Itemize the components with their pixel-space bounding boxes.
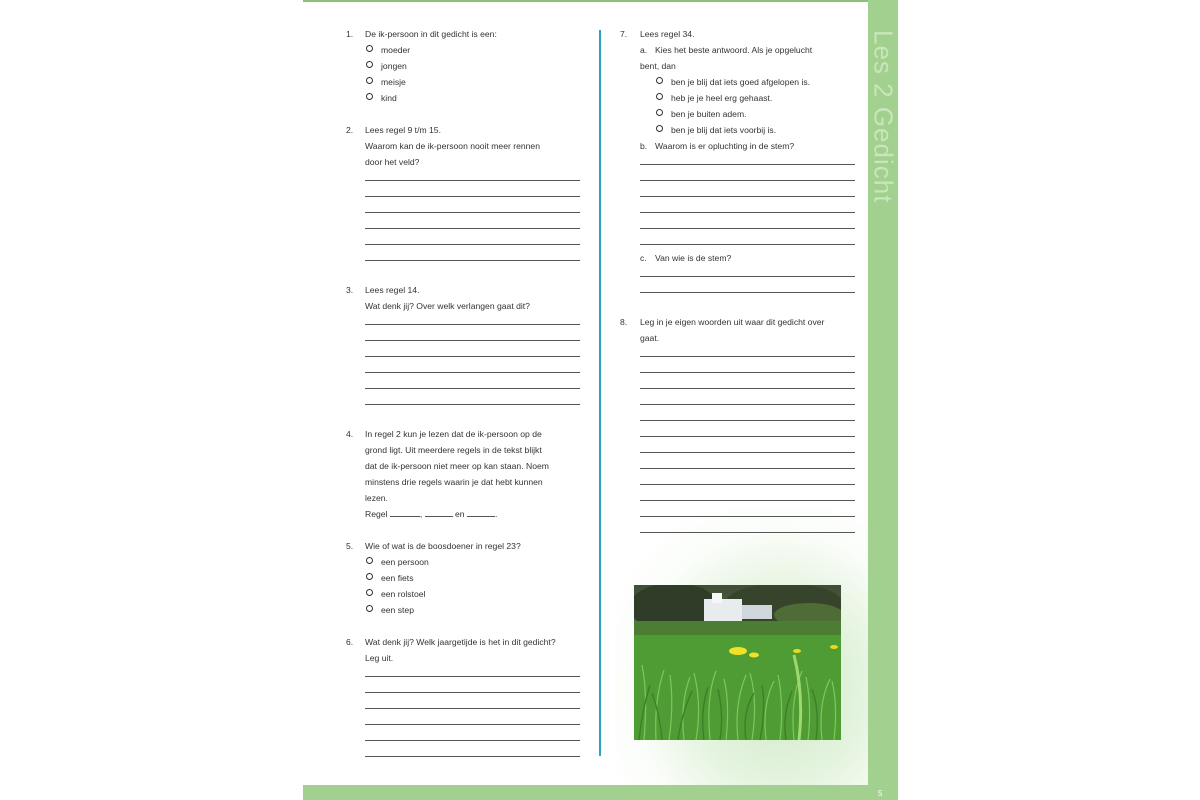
fill-separator: , — [419, 509, 423, 519]
answer-line[interactable] — [365, 740, 580, 741]
radio-option-een-rolstoel[interactable] — [366, 589, 373, 596]
column-divider — [599, 30, 601, 756]
sub-question-text: bent, dan — [640, 61, 676, 71]
radio-option-een-persoon[interactable] — [366, 557, 373, 564]
answer-line[interactable] — [640, 180, 855, 181]
radio-option-moeder[interactable] — [366, 45, 373, 52]
answer-line[interactable] — [640, 468, 855, 469]
option-label: ben je blij dat iets voorbij is. — [671, 125, 777, 135]
question-text: Lees regel 34. — [640, 29, 695, 39]
option-label: meisje — [381, 77, 406, 87]
grass-photo-illustration — [634, 585, 841, 740]
answer-line[interactable] — [640, 212, 855, 213]
answer-line[interactable] — [640, 372, 855, 373]
question-text: dat de ik-persoon niet meer op kan staan. Noem — [365, 461, 549, 471]
answer-line[interactable] — [365, 340, 580, 341]
question-number: 2. — [346, 125, 354, 135]
option-label: een step — [381, 605, 414, 615]
answer-line[interactable] — [365, 404, 580, 405]
fill-end: . — [494, 509, 498, 519]
option-label: kind — [381, 93, 397, 103]
answer-line[interactable] — [365, 196, 580, 197]
option-label: ben je buiten adem. — [671, 109, 747, 119]
question-text: grond ligt. Uit meerdere regels in de tekst blijkt — [365, 445, 542, 455]
question-text: In regel 2 kun je lezen dat de ik-persoon op de — [365, 429, 542, 439]
question-number: 5. — [346, 541, 354, 551]
answer-line[interactable] — [365, 724, 580, 725]
radio-option-een-fiets[interactable] — [366, 573, 373, 580]
worksheet-page — [303, 0, 898, 800]
fill-blank-1[interactable] — [390, 516, 420, 517]
sub-label-a: a. — [640, 45, 648, 55]
answer-line[interactable] — [640, 404, 855, 405]
answer-line[interactable] — [365, 388, 580, 389]
answer-line[interactable] — [640, 228, 855, 229]
question-text: gaat. — [640, 333, 660, 343]
radio-option-goed-afgelopen[interactable] — [656, 77, 663, 84]
question-text: Wie of wat is de boosdoener in regel 23? — [365, 541, 521, 551]
option-label: een fiets — [381, 573, 414, 583]
sub-label-c: c. — [640, 253, 647, 263]
answer-line[interactable] — [365, 244, 580, 245]
answer-line[interactable] — [365, 324, 580, 325]
question-number: 8. — [620, 317, 628, 327]
question-text: Wat denk jij? Welk jaargetijde is het in dit gedicht? — [365, 637, 556, 647]
answer-line[interactable] — [365, 260, 580, 261]
fill-blank-2[interactable] — [425, 516, 453, 517]
question-text: Wat denk jij? Over welk verlangen gaat dit? — [365, 301, 530, 311]
question-number: 7. — [620, 29, 628, 39]
answer-line[interactable] — [640, 164, 855, 165]
answer-line[interactable] — [640, 292, 855, 293]
option-label: een rolstoel — [381, 589, 426, 599]
side-title: Les 2 Gedicht — [868, 30, 898, 204]
bottom-band — [303, 785, 898, 800]
fill-blank-3[interactable] — [467, 516, 495, 517]
radio-option-een-step[interactable] — [366, 605, 373, 612]
answer-line[interactable] — [640, 196, 855, 197]
option-label: jongen — [381, 61, 407, 71]
answer-line[interactable] — [640, 276, 855, 277]
answer-line[interactable] — [365, 692, 580, 693]
answer-line[interactable] — [640, 516, 855, 517]
radio-option-kind[interactable] — [366, 93, 373, 100]
option-label: heb je je heel erg gehaast. — [671, 93, 773, 103]
answer-line[interactable] — [365, 228, 580, 229]
top-rule — [303, 0, 868, 2]
radio-option-buiten-adem[interactable] — [656, 109, 663, 116]
question-text: De ik-persoon in dit gedicht is een: — [365, 29, 497, 39]
sub-question-text: Van wie is de stem? — [655, 253, 732, 263]
answer-line[interactable] — [640, 436, 855, 437]
option-label: een persoon — [381, 557, 429, 567]
answer-line[interactable] — [640, 452, 855, 453]
sub-question-text: Kies het beste antwoord. Als je opgelucht — [655, 45, 813, 55]
fill-in-row — [365, 509, 497, 519]
answer-line[interactable] — [640, 420, 855, 421]
answer-line[interactable] — [640, 500, 855, 501]
answer-line[interactable] — [365, 356, 580, 357]
answer-line[interactable] — [365, 212, 580, 213]
grass-photo — [634, 585, 841, 740]
option-label: moeder — [381, 45, 411, 55]
question-text: Leg in je eigen woorden uit waar dit gedicht over — [640, 317, 825, 327]
fill-and: en — [455, 509, 465, 519]
sub-label-b: b. — [640, 141, 648, 151]
fill-prefix: Regel — [365, 509, 388, 519]
answer-line[interactable] — [640, 484, 855, 485]
page-number: 5 — [878, 789, 883, 798]
question-text: door het veld? — [365, 157, 420, 167]
option-label: ben je blij dat iets goed afgelopen is. — [671, 77, 811, 87]
question-text: Leg uit. — [365, 653, 394, 663]
question-text: lezen. — [365, 493, 388, 503]
answer-line[interactable] — [365, 676, 580, 677]
question-text: minstens drie regels waarin je dat hebt kunnen — [365, 477, 543, 487]
answer-line[interactable] — [640, 356, 855, 357]
radio-option-meisje[interactable] — [366, 77, 373, 84]
answer-line[interactable] — [365, 372, 580, 373]
answer-line[interactable] — [365, 180, 580, 181]
answer-line[interactable] — [640, 244, 855, 245]
answer-line[interactable] — [365, 708, 580, 709]
question-number: 3. — [346, 285, 354, 295]
question-number: 4. — [346, 429, 354, 439]
question-text: Lees regel 9 t/m 15. — [365, 125, 441, 135]
question-text: Waarom kan de ik-persoon nooit meer rennen — [365, 141, 540, 151]
question-number: 1. — [346, 29, 354, 39]
sub-question-text: Waarom is er opluchting in de stem? — [655, 141, 795, 151]
answer-line[interactable] — [365, 756, 580, 757]
question-text: Lees regel 14. — [365, 285, 420, 295]
radio-option-gehaast[interactable] — [656, 93, 663, 100]
radio-option-voorbij[interactable] — [656, 125, 663, 132]
radio-option-jongen[interactable] — [366, 61, 373, 68]
answer-line[interactable] — [640, 388, 855, 389]
answer-line[interactable] — [640, 532, 855, 533]
question-number: 6. — [346, 637, 354, 647]
